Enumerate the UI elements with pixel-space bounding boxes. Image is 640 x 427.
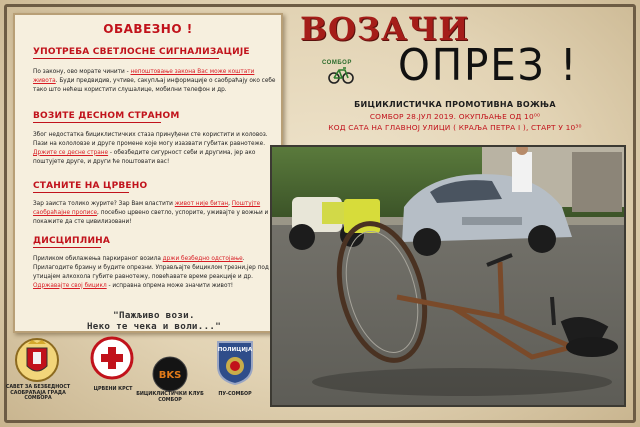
bks-icon bbox=[152, 356, 188, 397]
section-heading-red-light: СТАНИТЕ НА ЦРВЕНО bbox=[33, 181, 148, 191]
title-caution: ОПРЕЗ ! bbox=[398, 40, 579, 91]
event-location-line: КОД САТА НА ГЛАВНОЈ УЛИЦИ ( КРАЉА ПЕТРА I ), СТАРТ У 10³⁰ bbox=[328, 123, 582, 132]
logo-label-cycling-club: БИЦИКЛИСТИЧКИ КЛУБ СОМБОР bbox=[136, 392, 204, 403]
accident-photo bbox=[270, 145, 626, 407]
title-drivers: ВОЗАЧИ bbox=[300, 10, 470, 48]
svg-text:ПОЛИЦИЈА: ПОЛИЦИЈА bbox=[217, 347, 253, 353]
section-heading-discipline: ДИСЦИПЛИНА bbox=[33, 236, 111, 246]
event-date-line: СОМБОР 28.ЈУЛ 2019. ОКУПЉАЊЕ ОД 10⁰⁰ bbox=[369, 112, 541, 121]
section-heading-lights: УПОТРЕБА СВЕТЛОСНЕ СИГНАЛИЗАЦИЈЕ bbox=[33, 47, 250, 57]
logo-label-safety-council: САВЕТ ЗА БЕЗБЕДНОСТ САОБРАЋАЈА ГРАДА СОМБОРА bbox=[5, 385, 71, 402]
accident-scene-illustration bbox=[272, 147, 626, 407]
red-cross-icon bbox=[90, 336, 134, 385]
section-heading-right-side: ВОЗИТЕ ДЕСНОМ СТРАНОМ bbox=[33, 111, 180, 121]
bicycle-logo-icon bbox=[328, 66, 354, 84]
section-text-right-side: Због недостатка бициклистичких стаза принуђени сте користити и коловоз. Пази на кололовзе и друге промене које могу изазвати губитак равнотеже. Држите се десне стране - обезбедите сигурност себи и другима, јер ако поштујете друге, и други ће поштовати вас! bbox=[33, 130, 268, 165]
logo-label-police: ПУ-СОМБОР bbox=[218, 392, 252, 397]
warning-title: ОБАВЕЗНО ! bbox=[103, 22, 193, 36]
svg-text:BKS: BKS bbox=[158, 370, 182, 381]
logo-label-red-cross: ЦРВЕНИ КРСТ bbox=[93, 387, 133, 392]
section-divider bbox=[33, 192, 129, 193]
section-divider bbox=[33, 247, 101, 248]
section-text-discipline: Приликом обилажења паркираног возила држи безбедно одстојање. Прилагодите брзину и будите опрезни. Управљајте бициклом трезни,јер под утицајем алкохола губите равнотежу, повећавате време реакције и др. Одржавајте свој бицикл - исправна опрема може значити живот! bbox=[33, 254, 269, 289]
police-badge-icon bbox=[214, 338, 256, 391]
section-divider bbox=[33, 122, 161, 123]
safety-quote: "Пажљиво вози. Неко те чека и воли..." bbox=[86, 310, 222, 332]
section-divider bbox=[33, 58, 219, 59]
event-title: БИЦИКЛИСТИЧКА ПРОМОТИВНА ВОЖЊА bbox=[354, 100, 556, 109]
bystander bbox=[512, 152, 532, 192]
club-name-label: СОМБОР bbox=[322, 60, 352, 66]
medic-bag bbox=[344, 199, 380, 233]
section-text-red-light: Зар заиста толико журите? Зар Вам властити живот није битан, Поштујте саобраћајне прописе, посебно црвено светло, успорите, уживајте у вожњи и покажите да сте цивилизовани! bbox=[33, 199, 269, 225]
safety-rules-panel bbox=[13, 13, 283, 333]
section-text-lights: По закону, ово морате чинити - непоштовање закона Вас може коштати живота. Буди предвидив, учтиве, сакупљај информације о саобраћају око себе тако што нећеш користити слушалице, мобилни телефон и др. bbox=[33, 67, 276, 93]
coat-of-arms-icon bbox=[14, 336, 60, 389]
